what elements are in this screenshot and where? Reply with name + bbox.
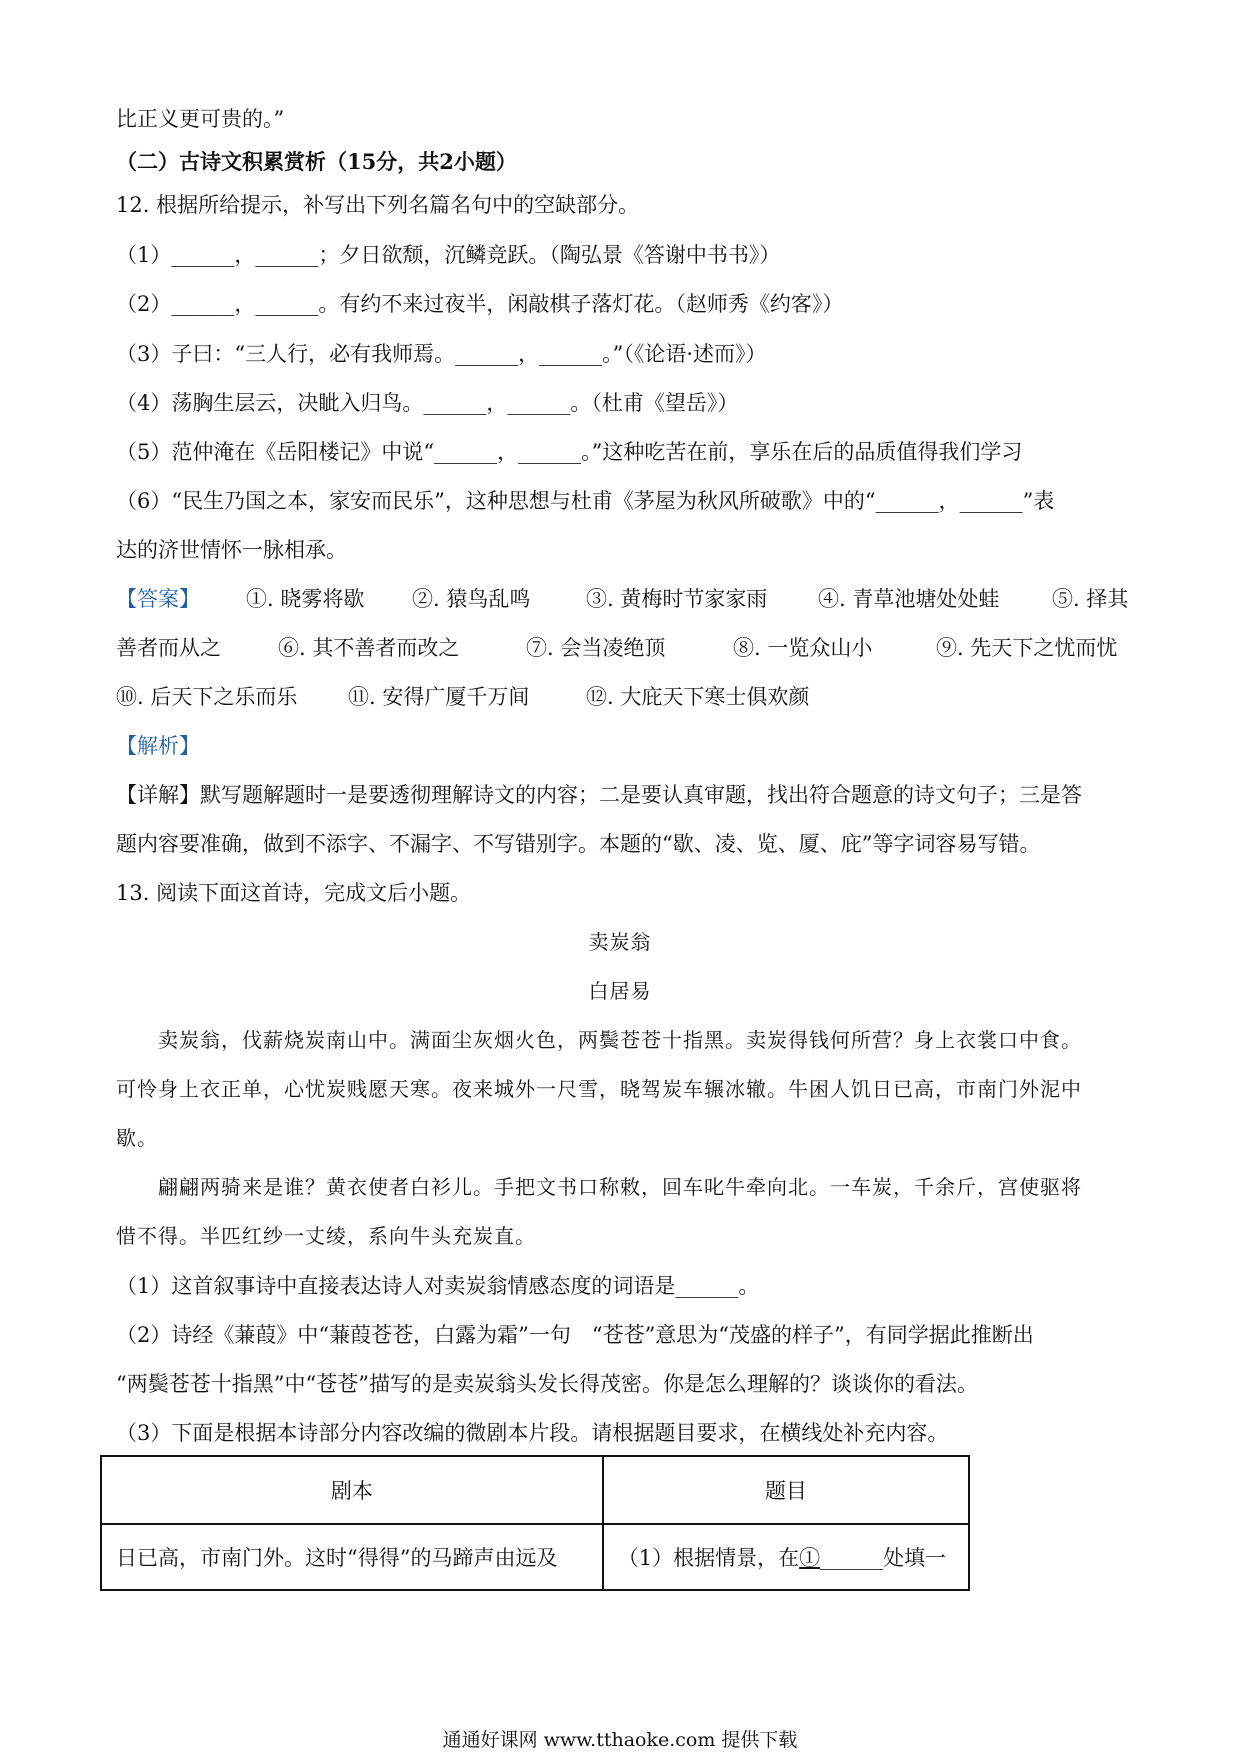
task-text-cont: ______处填一 [820,1546,947,1570]
question-13-2-cont: “两鬓苍苍十指黑”中“苍苍”描写的是卖炭翁头发长得茂密。你是怎么理解的？谈谈你的看法。 [116,1372,978,1396]
answer-item: ①. 晓雾将歇 [246,587,365,611]
header-task: 题目 [603,1456,969,1524]
drama-table [100,1455,970,1591]
answer-item: ⑨. 先天下之忧而忧 [936,636,1118,660]
answer-item: ⑥. 其不善者而改之 [278,636,460,660]
question-12-3: （3）子曰：“三人行，必有我师焉。______，______。”（《论语·述而》） [116,342,767,366]
question-13-1: （1）这首叙事诗中直接表达诗人对卖炭翁情感态度的词语是______。 [116,1274,760,1298]
section-heading: （二）古诗文积累赏析（15分，共2小题） [116,149,517,174]
table-row [101,1524,969,1590]
answer-label: 【答案】 [116,587,200,611]
poem-line: 可怜身上衣正单，心忧炭贱愿天寒。夜来城外一尺雪，晓驾炭车辗冰辙。牛困人饥日已高，市南门外泥中 [116,1077,1082,1101]
task-text: （1）根据情景，在 [617,1546,800,1570]
question-13-2: （2）诗经《蒹葭》中“蒹葭苍苍，白露为霜”一句 “苍苍”意思为“茂盛的样子”，有同学据此推断出 [116,1323,1034,1347]
question-12-1: （1）______，______；夕日欲颓，沉鳞竞跃。（陶弘景《答谢中书书》） [116,243,781,267]
answer-item: ⑩. 后天下之乐而乐 [116,685,298,709]
answer-item: ②. 猿鸟乱鸣 [412,587,531,611]
carry-over-text: 比正义更可贵的。” [116,107,285,131]
question-12-6-cont: 达的济世情怀一脉相承。 [116,538,347,562]
answer-item: ④. 青草池塘处处蛙 [818,587,1000,611]
question-12-6: （6）“民生乃国之本，家安而民乐”，这种思想与杜甫《茅屋为秋风所破歌》中的“______，______”表 [116,489,1055,513]
footer-source: 通通好课网 www.tthaoke.com 提供下载 [442,1729,798,1751]
answer-item: ⑤. 择其 [1052,587,1129,611]
detail-text: 【详解】默写题解题时一是要透彻理解诗文的内容；二是要认真审题，找出符合题意的诗文句子；三是答 [116,783,1082,807]
answer-item: ③. 黄梅时节家家雨 [586,587,768,611]
question-13-3: （3）下面是根据本诗部分内容改编的微剧本片段。请根据题目要求，在横线处补充内容。 [116,1421,949,1445]
question-12-5: （5）范仲淹在《岳阳楼记》中说“______，______。”这种吃苦在前，享乐在后的品质值得我们学习 [116,440,1023,464]
analysis-label: 【解析】 [116,734,200,758]
question-12-2: （2）______，______。有约不来过夜半，闲敲棋子落灯花。（赵师秀《约客》） [116,292,844,316]
cell-script: 日已高，市南门外。这时“得得”的马蹄声由远及 [101,1524,603,1590]
answer-item: ⑦. 会当凌绝顶 [526,636,666,660]
question-12: 12. 根据所给提示，补写出下列名篇名句中的空缺部分。 [116,193,640,217]
question-13: 13. 阅读下面这首诗，完成文后小题。 [116,881,472,905]
poem-line: 歇。 [116,1126,158,1150]
poem-line: 惜不得。半匹红纱一丈绫，系向牛头充炭直。 [116,1224,536,1248]
answer-row-3 [116,682,1136,712]
cell-task [603,1524,969,1590]
poem-line: 卖炭翁，伐薪烧炭南山中。满面尘灰烟火色，两鬓苍苍十指黑。卖炭得钱何所营？身上衣裳口中食。 [158,1028,1082,1052]
poem-title: 卖炭翁 [588,930,652,954]
header-script: 剧本 [101,1456,603,1524]
detail-text-cont: 题内容要准确，做到不添字、不漏字、不写错别字。本题的“歇、凌、览、厦、庇”等字词容易写错。 [116,832,1041,856]
answer-item: ⑫. 大庇天下寒士俱欢颜 [586,685,810,709]
answer-row-2 [116,633,1136,663]
answer-item: ⑪. 安得广厦千万间 [348,685,530,709]
poem-author: 白居易 [588,979,652,1003]
answer-item: 善者而从之 [116,636,221,660]
poem-line: 翩翩两骑来是谁？黄衣使者白衫儿。手把文书口称敕，回车叱牛牵向北。一车炭，千余斤，宫使驱将 [158,1175,1082,1199]
blank-marker: ① [799,1546,821,1570]
question-12-4: （4）荡胸生层云，决眦入归鸟。______，______。（杜甫《望岳》） [116,391,739,415]
table-header-row [101,1456,969,1524]
answer-row-1 [116,584,1136,614]
answer-item: ⑧. 一览众山小 [733,636,873,660]
